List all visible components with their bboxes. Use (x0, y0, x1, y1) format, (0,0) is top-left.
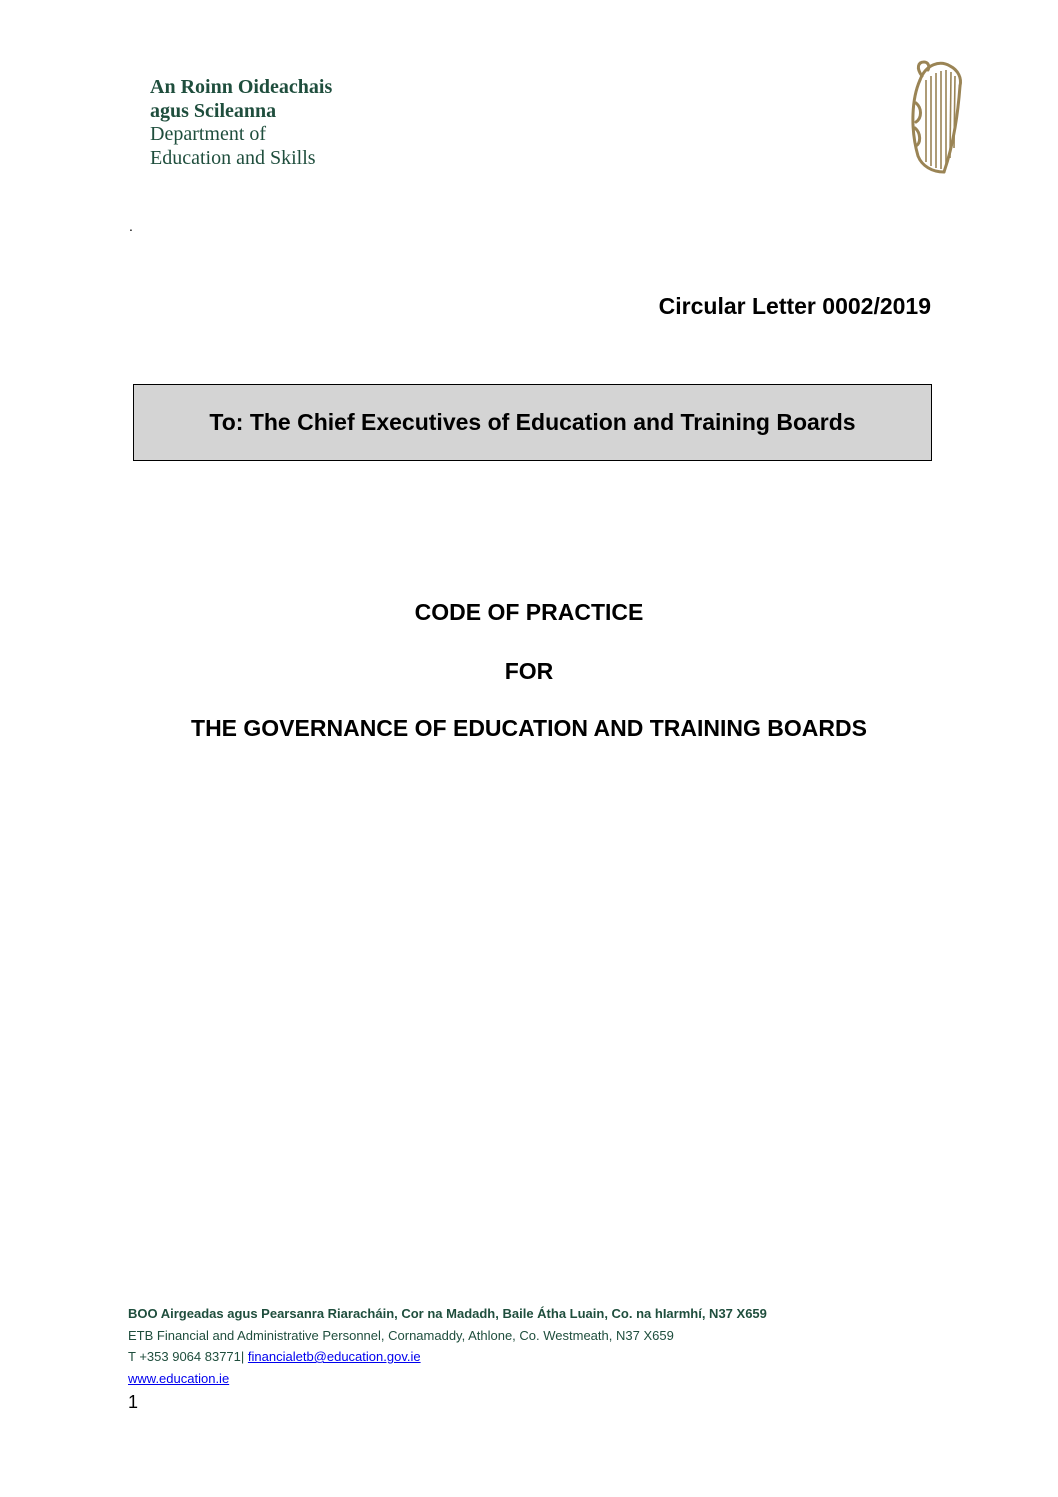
dept-name-english-line2: Education and Skills (150, 146, 316, 169)
footer-english-address: ETB Financial and Administrative Personnel, Cornamaddy, Athlone, Co. Westmeath, N37 X659 (128, 1327, 674, 1343)
circular-reference: Circular Letter 0002/2019 (658, 293, 931, 319)
page-number: 1 (128, 1392, 139, 1412)
dept-name-irish-line2: agus Scileanna (150, 99, 277, 122)
document-title-line3: THE GOVERNANCE OF EDUCATION AND TRAINING BOARDS (191, 715, 867, 741)
document-title-line1: CODE OF PRACTICE (414, 599, 644, 625)
department-name-block (150, 76, 332, 170)
footer-contact-line (128, 1346, 767, 1368)
dept-name-irish-line1: An Roinn Oideachais (150, 76, 333, 98)
footer-phone: T +353 9064 83771| (128, 1349, 245, 1364)
stray-dot: . (129, 218, 133, 234)
footer-irish-address: BOO Airgeadas agus Pearsanra Riaracháin, Cor na Madadh, Baile Átha Luain, Co. na hIarmhí, N37 X659 (128, 1306, 767, 1321)
footer-email-link[interactable]: financialetb@education.gov.ie (247, 1349, 421, 1364)
recipient-text: To: The Chief Executives of Education and Training Boards (209, 409, 856, 435)
document-title-line2: FOR (504, 658, 554, 684)
harp-icon (906, 58, 964, 176)
recipient-box (133, 384, 932, 461)
dept-name-english-line1: Department of (150, 123, 267, 145)
footer-website-link[interactable]: www.education.ie (128, 1370, 230, 1386)
footer-contact-block (128, 1303, 767, 1389)
footer-website-line (128, 1368, 767, 1390)
